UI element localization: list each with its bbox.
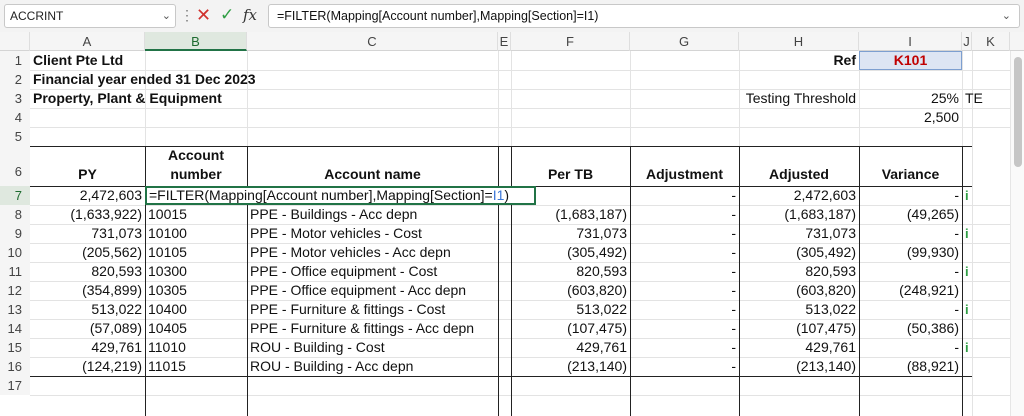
- cell-adjustment[interactable]: -: [731, 206, 736, 222]
- row-header-13[interactable]: 13: [0, 300, 30, 319]
- row-header-14[interactable]: 14: [0, 319, 30, 338]
- row-header-1[interactable]: 1: [0, 51, 30, 70]
- gridline: [498, 51, 499, 146]
- cell-acct-name[interactable]: PPE - Furniture & fittings - Cost: [250, 301, 446, 317]
- cell-acct-name[interactable]: PPE - Motor vehicles - Acc depn: [250, 244, 451, 260]
- cell-acct-no[interactable]: 10300: [148, 263, 187, 279]
- cell-acct-no[interactable]: 11015: [148, 358, 186, 374]
- table-total-border: [30, 376, 972, 377]
- row-header-2[interactable]: 2: [0, 70, 30, 89]
- cell-py[interactable]: 731,073: [91, 225, 142, 241]
- error-indicator-icon[interactable]: i: [965, 188, 969, 203]
- cell-py[interactable]: (57,089): [89, 320, 142, 336]
- cell-py[interactable]: (1,633,922): [70, 206, 142, 222]
- cell-acct-name[interactable]: PPE - Office equipment - Acc depn: [250, 282, 467, 298]
- vertical-scrollbar[interactable]: [1010, 51, 1024, 416]
- table-column-border: [962, 146, 963, 416]
- cell-acct-no[interactable]: 10400: [148, 301, 187, 317]
- column-header-k[interactable]: K: [972, 32, 1010, 51]
- cell-adjustment[interactable]: -: [731, 263, 736, 279]
- cell-per-tb[interactable]: 731,073: [576, 225, 627, 241]
- cell-py[interactable]: 513,022: [91, 301, 142, 317]
- cell-per-tb[interactable]: (213,140): [567, 358, 627, 374]
- cell-per-tb[interactable]: 820,593: [576, 263, 627, 279]
- chevron-down-icon[interactable]: ⌄: [161, 10, 171, 22]
- cell-py[interactable]: 820,593: [91, 263, 142, 279]
- cell-acct-name[interactable]: ROU - Building - Acc depn: [250, 358, 414, 374]
- error-indicator-icon[interactable]: i: [965, 302, 969, 317]
- row-header-15[interactable]: 15: [0, 338, 30, 357]
- column-headers: [0, 32, 1024, 51]
- error-indicator-icon[interactable]: i: [965, 340, 969, 355]
- scrollbar-thumb[interactable]: [1014, 57, 1022, 167]
- row-header-3[interactable]: 3: [0, 89, 30, 108]
- editing-formula-close: ): [504, 187, 510, 203]
- row-header-5[interactable]: 5: [0, 127, 30, 146]
- column-header-i[interactable]: I: [859, 32, 962, 51]
- cell-py[interactable]: 429,761: [91, 339, 142, 355]
- cell-adjusted[interactable]: 820,593: [805, 263, 856, 279]
- row-header-7[interactable]: 7: [0, 186, 30, 205]
- cell-adjustment[interactable]: -: [731, 301, 736, 317]
- cell-variance[interactable]: (248,921): [899, 282, 959, 298]
- threshold-unit[interactable]: TE: [965, 90, 983, 106]
- cell-per-tb[interactable]: (1,683,187): [555, 206, 627, 222]
- cell-py[interactable]: 2,472,603: [79, 187, 142, 203]
- cancel-icon[interactable]: ✕: [196, 5, 212, 25]
- name-box[interactable]: [4, 4, 176, 28]
- cell-variance[interactable]: -: [954, 301, 959, 317]
- column-header-b[interactable]: B: [145, 32, 247, 51]
- cell-acct-name[interactable]: PPE - Buildings - Acc depn: [250, 206, 418, 222]
- insert-function-button[interactable]: fx: [243, 6, 258, 24]
- header-adjusted[interactable]: Adjusted: [769, 166, 829, 182]
- editing-formula-text: =FILTER(Mapping[Account number],Mapping[Section]=: [149, 187, 493, 203]
- cell-adjustment[interactable]: -: [731, 320, 736, 336]
- cell-adjusted[interactable]: (305,492): [796, 244, 856, 260]
- cell-variance[interactable]: (49,265): [906, 206, 959, 222]
- header-account-number-line2[interactable]: number: [170, 166, 222, 182]
- period-label[interactable]: Financial year ended 31 Dec 2023: [33, 71, 256, 87]
- error-indicator-icon[interactable]: i: [965, 226, 969, 241]
- header-per-tb[interactable]: Per TB: [547, 166, 594, 182]
- cell-per-tb[interactable]: 429,761: [576, 339, 627, 355]
- cell-adjusted[interactable]: 731,073: [805, 225, 856, 241]
- cell-variance[interactable]: -: [954, 225, 959, 241]
- column-header-f[interactable]: F: [511, 32, 630, 51]
- header-py[interactable]: PY: [78, 166, 97, 182]
- cell-per-tb[interactable]: (603,820): [567, 282, 627, 298]
- cell-adjustment[interactable]: -: [731, 225, 736, 241]
- editing-formula-ref: I1: [492, 187, 505, 203]
- cell-acct-no[interactable]: 10015: [148, 206, 187, 222]
- row-header-4[interactable]: 4: [0, 108, 30, 127]
- cell-adjustment[interactable]: -: [731, 244, 736, 260]
- cell-acct-name[interactable]: ROU - Building - Cost: [250, 339, 385, 355]
- cell-adjusted[interactable]: (107,475): [796, 320, 856, 336]
- enter-icon[interactable]: ✓: [220, 5, 235, 24]
- formula-text: =FILTER(Mapping[Account number],Mapping[Section]=I1): [277, 9, 599, 23]
- gridline: [247, 51, 248, 146]
- cell-acct-no[interactable]: 10305: [148, 282, 187, 298]
- gridline: [30, 127, 1010, 128]
- threshold-amount[interactable]: 2,500: [923, 109, 959, 125]
- company-name[interactable]: Client Pte Ltd: [33, 52, 124, 68]
- column-header-e[interactable]: E: [498, 32, 511, 51]
- cell-per-tb[interactable]: 513,022: [576, 301, 627, 317]
- cell-variance[interactable]: -: [954, 263, 959, 279]
- cell-adjustment[interactable]: -: [731, 282, 736, 298]
- expand-formula-bar-icon[interactable]: ⌄: [1001, 10, 1011, 22]
- row-header-8[interactable]: 8: [0, 205, 30, 224]
- section-title[interactable]: Property, Plant & Equipment: [33, 90, 222, 106]
- cell-py[interactable]: (124,219): [82, 358, 142, 374]
- cell-adjusted[interactable]: 2,472,603: [793, 187, 856, 203]
- name-box-value: ACCRINT: [10, 9, 64, 23]
- cell-per-tb[interactable]: (305,492): [567, 244, 627, 260]
- cell-variance[interactable]: (50,386): [906, 320, 959, 336]
- row-header-17[interactable]: 17: [0, 376, 30, 395]
- cell-acct-no[interactable]: 10405: [148, 320, 187, 336]
- editing-cell-b7[interactable]: [145, 186, 536, 205]
- row-header-10[interactable]: 10: [0, 243, 30, 262]
- cell-acct-name[interactable]: PPE - Office equipment - Cost: [250, 263, 438, 279]
- row-header-11[interactable]: 11: [0, 262, 30, 281]
- column-header-h[interactable]: H: [739, 32, 859, 51]
- cell-acct-no[interactable]: 10105: [148, 244, 187, 260]
- formula-input[interactable]: [268, 4, 1020, 28]
- header-variance[interactable]: Variance: [881, 166, 940, 182]
- cell-py[interactable]: (205,562): [82, 244, 142, 260]
- row-header-16[interactable]: 16: [0, 357, 30, 376]
- header-account-name[interactable]: Account name: [324, 166, 421, 182]
- cell-acct-name[interactable]: PPE - Motor vehicles - Cost: [250, 225, 422, 241]
- cell-adjusted[interactable]: 513,022: [805, 301, 856, 317]
- cell-adjusted[interactable]: 429,761: [805, 339, 856, 355]
- row-header-6[interactable]: 6: [0, 146, 30, 186]
- column-header-a[interactable]: A: [30, 32, 145, 51]
- cell-variance[interactable]: (88,921): [906, 358, 959, 374]
- row-header-12[interactable]: 12: [0, 281, 30, 300]
- threshold-label[interactable]: Testing Threshold: [745, 90, 856, 106]
- header-account-number-line1[interactable]: Account: [168, 147, 224, 163]
- cell-acct-no[interactable]: 11010: [148, 339, 186, 355]
- column-header-g[interactable]: G: [630, 32, 739, 51]
- cell-adjustment[interactable]: -: [731, 358, 736, 374]
- cell-adjusted[interactable]: (213,140): [796, 358, 856, 374]
- formula-bar: [0, 0, 1024, 32]
- cell-adjusted[interactable]: (1,683,187): [784, 206, 856, 222]
- cell-adjusted[interactable]: (603,820): [796, 282, 856, 298]
- cell-variance[interactable]: (99,930): [906, 244, 959, 260]
- threshold-percent[interactable]: 25%: [930, 90, 959, 106]
- gridline: [30, 395, 1010, 396]
- gridline: [511, 51, 512, 146]
- error-indicator-icon[interactable]: i: [965, 264, 969, 279]
- cell-per-tb[interactable]: (107,475): [567, 320, 627, 336]
- more-options-icon[interactable]: ⋮: [180, 7, 194, 23]
- column-header-c[interactable]: C: [247, 32, 498, 51]
- ref-label[interactable]: Ref: [833, 52, 856, 68]
- select-all-corner[interactable]: [0, 32, 30, 51]
- cell-acct-no[interactable]: 10100: [148, 225, 187, 241]
- cell-py[interactable]: (354,899): [82, 282, 142, 298]
- header-adjustment[interactable]: Adjustment: [646, 166, 723, 182]
- cell-variance[interactable]: -: [954, 187, 959, 203]
- cell-adjustment[interactable]: -: [731, 339, 736, 355]
- row-header-9[interactable]: 9: [0, 224, 30, 243]
- cell-acct-name[interactable]: PPE - Furniture & fittings - Acc depn: [250, 320, 475, 336]
- ref-value: K101: [893, 52, 928, 68]
- cell-adjustment[interactable]: -: [731, 187, 736, 203]
- column-header-j[interactable]: J: [962, 32, 972, 51]
- cell-variance[interactable]: -: [954, 339, 959, 355]
